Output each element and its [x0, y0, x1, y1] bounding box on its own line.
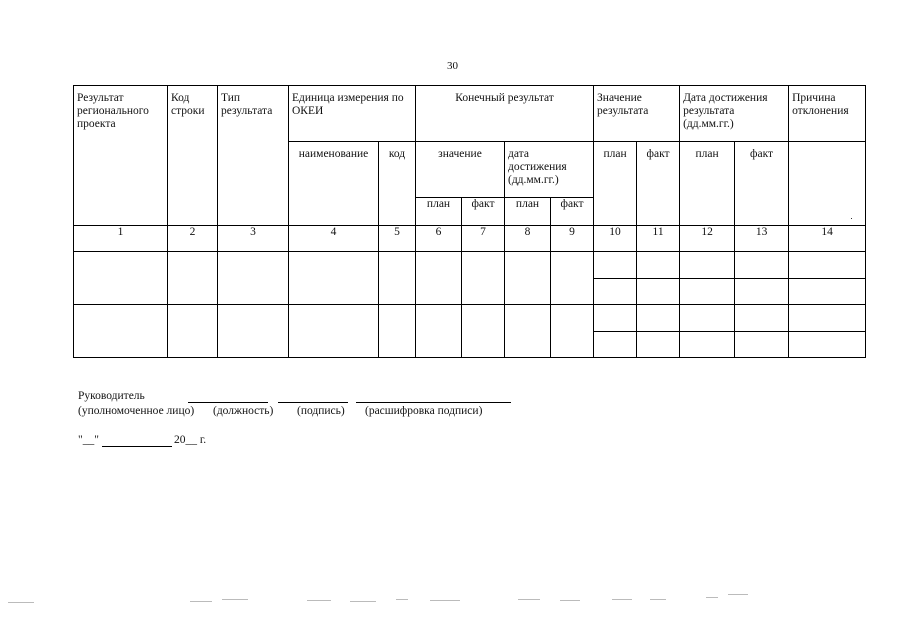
header-achieve-date: Дата достижения результата (дд.мм.гг.): [680, 86, 789, 142]
final-date-plan: план: [505, 198, 551, 226]
scan-artifact: [396, 599, 408, 600]
deviation-reason-blank: [789, 142, 866, 226]
table-cell: [462, 252, 505, 305]
table-row: [74, 305, 866, 332]
table-cell: [680, 332, 735, 358]
final-value-plan: план: [416, 198, 462, 226]
table-cell: [735, 332, 789, 358]
head-label: Руководитель: [78, 390, 145, 402]
table-row: [74, 252, 866, 279]
col-num: 9: [551, 226, 594, 252]
subheader-final-value: значение: [416, 142, 505, 198]
table-cell: [735, 305, 789, 332]
date-day: "__": [78, 434, 99, 446]
col-num: 2: [168, 226, 218, 252]
scan-artifact: [706, 597, 718, 598]
table-cell: [594, 279, 637, 305]
subheader-date-fact: факт: [735, 142, 789, 226]
table-cell: [289, 252, 379, 305]
table-cell: [168, 305, 218, 358]
col-num: 4: [289, 226, 379, 252]
header-result-type: Тип результата: [218, 86, 289, 226]
decoding-label: (расшифровка подписи): [365, 405, 483, 417]
table-cell: [74, 252, 168, 305]
table-cell: [505, 252, 551, 305]
table-cell: [789, 252, 866, 279]
position-label: (должность): [213, 405, 274, 417]
col-num: 3: [218, 226, 289, 252]
scan-artifact: [307, 600, 331, 601]
date-year: 20__ г.: [174, 434, 207, 446]
table-cell: [74, 305, 168, 358]
table-cell: [789, 279, 866, 305]
sign-line: [278, 402, 348, 403]
header-unit: Единица измерения по ОКЕИ: [289, 86, 416, 142]
table-cell: [551, 305, 594, 358]
scan-artifact: [518, 599, 540, 600]
subheader-unit-code: код: [379, 142, 416, 226]
scan-artifact: [190, 601, 212, 602]
col-num: 5: [379, 226, 416, 252]
col-num: 7: [462, 226, 505, 252]
subheader-value-plan: план: [594, 142, 637, 226]
table-cell: [462, 305, 505, 358]
final-value-fact: факт: [462, 198, 505, 226]
table-cell: [735, 279, 789, 305]
table-cell: [379, 252, 416, 305]
scan-artifact: [8, 602, 34, 603]
scan-speck: [851, 218, 852, 219]
page-number: 30: [447, 60, 458, 72]
scan-artifact: [560, 600, 580, 601]
column-numbers-row: [74, 226, 866, 252]
decoding-line: [356, 402, 511, 403]
table-cell: [551, 252, 594, 305]
table-cell: [680, 305, 735, 332]
header-result-value: Значение результата: [594, 86, 680, 142]
position-line: [188, 402, 268, 403]
table-cell: [637, 279, 680, 305]
table-cell: [680, 279, 735, 305]
header-row: [74, 86, 866, 142]
scan-artifact: [430, 600, 460, 601]
scan-artifact: [350, 601, 376, 602]
subheader-date-plan: план: [680, 142, 735, 226]
table-cell: [789, 332, 866, 358]
table-cell: [168, 252, 218, 305]
header-row-code: Код строки: [168, 86, 218, 226]
table-cell: [680, 252, 735, 279]
table-cell: [379, 305, 416, 358]
table-cell: [789, 305, 866, 332]
header-result: Результат регионального проекта: [74, 86, 168, 226]
authorized-label: (уполномоченное лицо): [78, 405, 195, 417]
table-cell: [416, 252, 462, 305]
col-num: 10: [594, 226, 637, 252]
subheader-unit-name: наименование: [289, 142, 379, 226]
table-cell: [735, 252, 789, 279]
col-num: 14: [789, 226, 866, 252]
subheader-value-fact: факт: [637, 142, 680, 226]
col-num: 6: [416, 226, 462, 252]
table-cell: [637, 332, 680, 358]
scan-artifact: [650, 599, 666, 600]
table-cell: [218, 252, 289, 305]
table-cell: [594, 305, 637, 332]
table-cell: [594, 252, 637, 279]
table-cell: [594, 332, 637, 358]
sign-label: (подпись): [297, 405, 345, 417]
col-num: 13: [735, 226, 789, 252]
header-final-result: Конечный результат: [416, 86, 594, 142]
scan-artifact: [612, 599, 632, 600]
table-cell: [637, 305, 680, 332]
scan-artifact: [728, 594, 748, 595]
date-line: [78, 434, 278, 450]
table-cell: [505, 305, 551, 358]
subheader-final-date: дата достижения (дд.мм.гг.): [505, 142, 594, 198]
date-month-line: [102, 446, 172, 447]
table-cell: [289, 305, 379, 358]
final-date-fact: факт: [551, 198, 594, 226]
col-num: 12: [680, 226, 735, 252]
header-deviation-reason: Причина отклонения: [789, 86, 866, 142]
table-cell: [637, 252, 680, 279]
col-num: 8: [505, 226, 551, 252]
table-cell: [218, 305, 289, 358]
table-cell: [416, 305, 462, 358]
col-num: 11: [637, 226, 680, 252]
results-table: [73, 85, 866, 358]
signature-block: [78, 390, 548, 430]
scan-artifact: [222, 599, 248, 600]
col-num: 1: [74, 226, 168, 252]
